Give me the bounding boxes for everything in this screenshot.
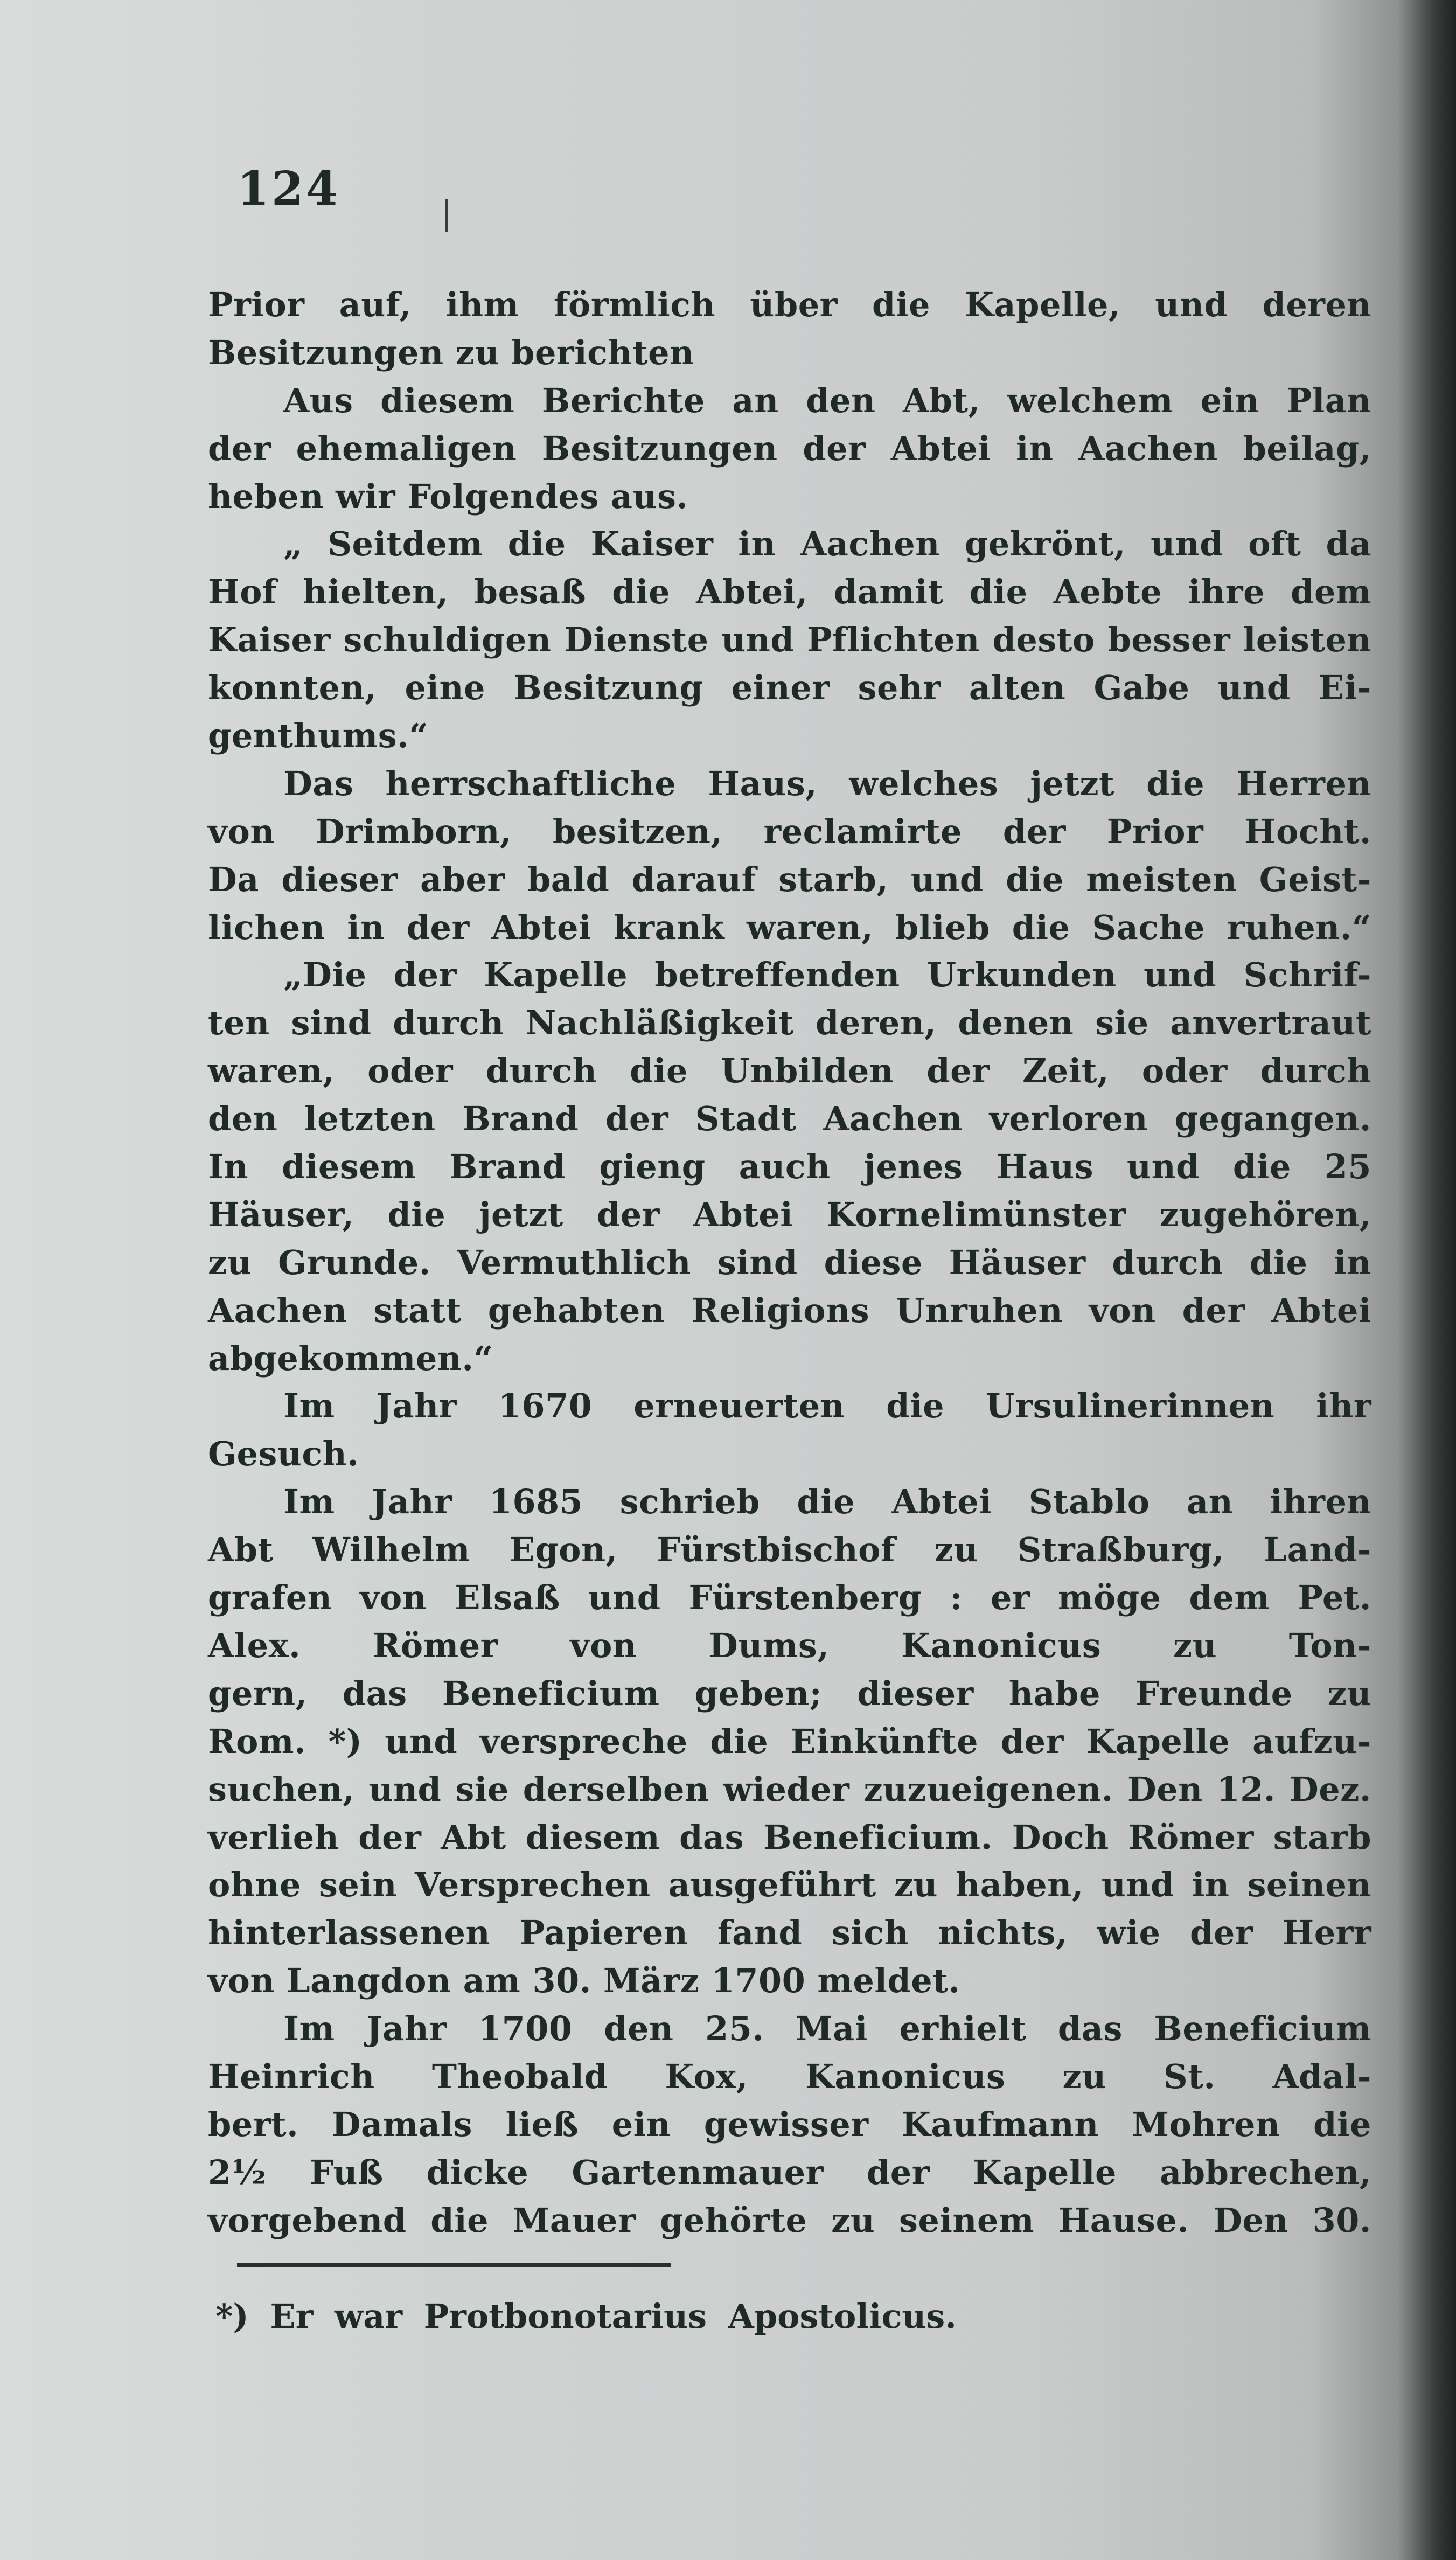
text-line: Kaiser schuldigen Dienste und Pflichten desto besser leisten bbox=[208, 620, 1371, 660]
text-line: gern, das Beneficium geben; dieser habe Freunde zu bbox=[208, 1673, 1371, 1713]
text-line: heben wir Folgendes aus. bbox=[208, 476, 688, 516]
text-line: Gesuch. bbox=[208, 1434, 359, 1474]
text-line: Aachen statt gehabten Religions Unruhen von der Abtei bbox=[208, 1290, 1371, 1330]
text-line: lichen in der Abtei krank waren, blieb die Sache ruhen.“ bbox=[208, 907, 1371, 947]
text-line: ohne sein Versprechen ausgeführt zu haben, und in seinen bbox=[208, 1865, 1371, 1905]
text-line: Aus diesem Berichte an den Abt, welchem ein Plan bbox=[283, 380, 1371, 420]
text-line: Da dieser aber bald darauf starb, und die meisten Geist- bbox=[208, 859, 1371, 899]
text-line: bert. Damals ließ ein gewisser Kaufmann Mohren die bbox=[208, 2104, 1371, 2144]
text-line: den letzten Brand der Stadt Aachen verloren gegangen. bbox=[208, 1099, 1371, 1139]
text-line: genthums.“ bbox=[208, 716, 429, 756]
text-line: Alex. Römer von Dums, Kanonicus zu Ton- bbox=[208, 1625, 1371, 1665]
text-line: von Drimborn, besitzen, reclamirte der Prior Hocht. bbox=[208, 811, 1371, 851]
text-line: von Langdon am 30. März 1700 meldet. bbox=[208, 1961, 960, 2001]
text-line: suchen, und sie derselben wieder zuzueigenen. Den 12. Dez. bbox=[208, 1769, 1371, 1809]
text-line: vorgebend die Mauer gehörte zu seinem Hause. Den 30. bbox=[208, 2200, 1371, 2240]
text-line: der ehemaligen Besitzungen der Abtei in Aachen beilag, bbox=[208, 428, 1371, 468]
text-line: „ Seitdem die Kaiser in Aachen gekrönt, und oft da bbox=[283, 524, 1371, 564]
text-line: „Die der Kapelle betreffenden Urkunden und Schrif- bbox=[283, 955, 1371, 995]
text-line: verlieh der Abt diesem das Beneficium. Doch Römer starb bbox=[208, 1817, 1371, 1857]
text-line: Rom. *) und verspreche die Einkünfte der Kapelle aufzu- bbox=[208, 1721, 1371, 1761]
text-line: Prior auf, ihm förmlich über die Kapelle, und deren bbox=[208, 285, 1371, 324]
text-line: Heinrich Theobald Kox, Kanonicus zu St. Adal- bbox=[208, 2056, 1371, 2096]
text-line: ten sind durch Nachläßigkeit deren, denen sie anvertraut bbox=[208, 1003, 1371, 1043]
print-mark bbox=[445, 199, 448, 232]
text-line: grafen von Elsaß und Fürstenberg : er möge dem Pet. bbox=[208, 1578, 1371, 1618]
text-line: Besitzungen zu berichten bbox=[208, 332, 694, 372]
text-line: Im Jahr 1700 den 25. Mai erhielt das Beneficium bbox=[283, 2009, 1371, 2049]
text-line: 2½ Fuß dicke Gartenmauer der Kapelle abbrechen, bbox=[208, 2152, 1371, 2192]
footnote: *) Er war Protbonotarius Apostolicus. bbox=[215, 2297, 957, 2336]
body-text bbox=[208, 281, 1371, 2245]
text-line: hinterlassenen Papieren fand sich nichts, wie der Herr bbox=[208, 1913, 1371, 1953]
text-line: zu Grunde. Vermuthlich sind diese Häuser durch die in bbox=[208, 1242, 1371, 1282]
text-line: Im Jahr 1670 erneuerten die Ursulinerinnen ihr bbox=[283, 1386, 1371, 1426]
text-line: waren, oder durch die Unbilden der Zeit, oder durch bbox=[208, 1051, 1371, 1091]
footnote-divider bbox=[237, 2263, 671, 2267]
text-line: Das herrschaftliche Haus, welches jetzt die Herren bbox=[283, 763, 1371, 803]
text-line: konnten, eine Besitzung einer sehr alten Gabe und Ei- bbox=[208, 668, 1371, 708]
text-line: In diesem Brand gieng auch jenes Haus und die 25 bbox=[208, 1147, 1371, 1187]
text-line: Häuser, die jetzt der Abtei Kornelimünster zugehören, bbox=[208, 1194, 1371, 1234]
text-line: Abt Wilhelm Egon, Fürstbischof zu Straßburg, Land- bbox=[208, 1530, 1371, 1570]
text-line: abgekommen.“ bbox=[208, 1338, 493, 1378]
text-line: Hof hielten, besaß die Abtei, damit die Aebte ihre dem bbox=[208, 572, 1371, 612]
page-number: 124 bbox=[237, 162, 340, 216]
text-line: Im Jahr 1685 schrieb die Abtei Stablo an ihren bbox=[283, 1482, 1371, 1522]
